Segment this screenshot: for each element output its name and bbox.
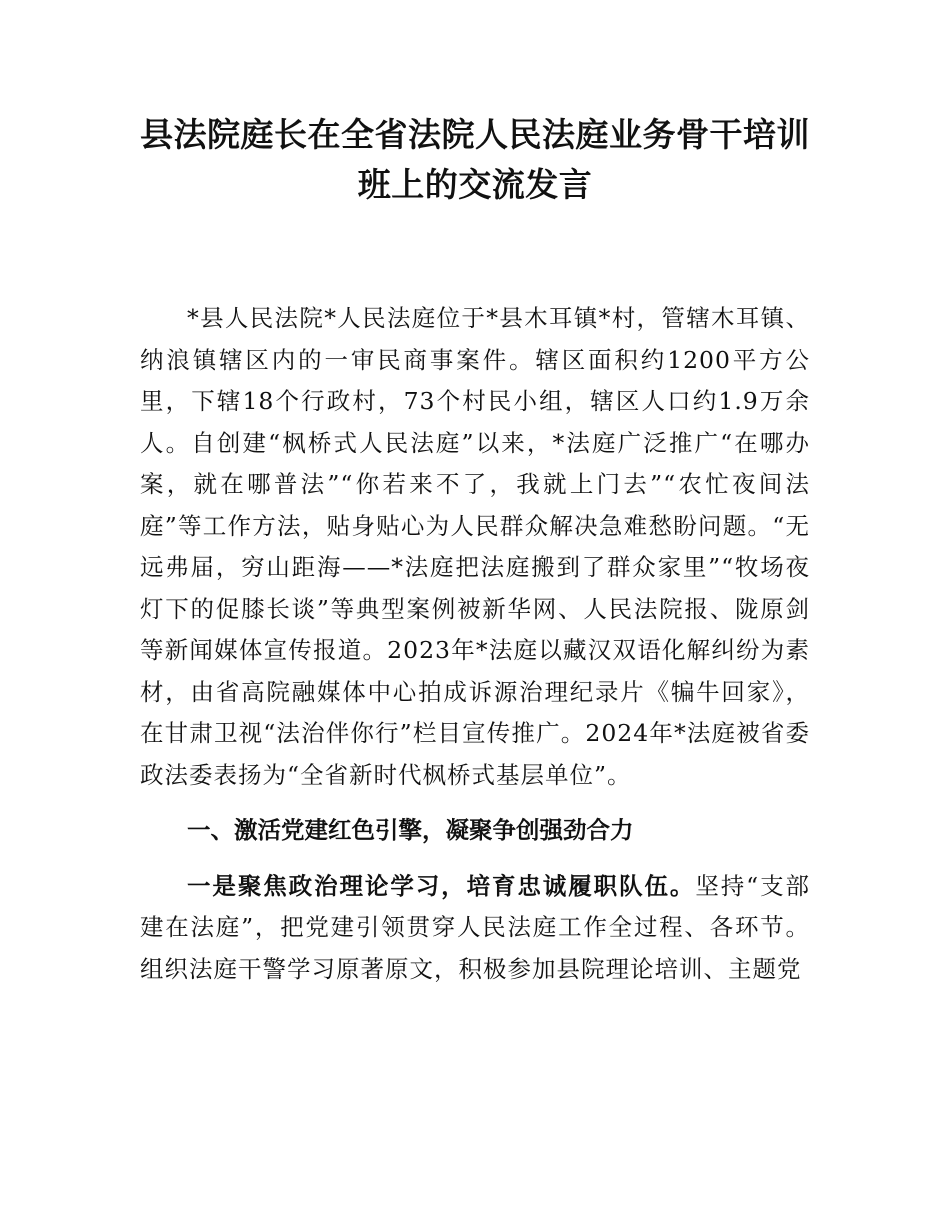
item-lead-text: 一是聚焦政治理论学习，培育忠诚履职队伍。 xyxy=(187,871,696,900)
item-body-text: 坚持“支部建在法庭”，把党建引领贯穿人民法庭工作全过程、各环节。组织法庭干警学习原著原文，积极参加县院理论培训、主题党 xyxy=(140,871,811,983)
section-item-paragraph xyxy=(140,866,810,991)
document-body xyxy=(140,298,810,990)
document-title: 县法院庭长在全省法院人民法庭业务骨干培训班上的交流发言 xyxy=(140,115,810,204)
intro-paragraph: *县人民法院*人民法庭位于*县木耳镇*村，管辖木耳镇、纳浪镇辖区内的一审民商事案件。辖区面积约1200平方公里，下辖18个行政村，73个村民小组，辖区人口约1.9万余人。自创建“枫桥式人民法庭”以来，*法庭广泛推广“在哪办案，就在哪普法”“你若来不了，我就上门去”“农忙夜间法庭”等工作方法，贴身贴心为人民群众解决急难愁盼问题。“无远弗届，穷山距海——*法庭把法庭搬到了群众家里”“牧场夜灯下的促膝长谈”等典型案例被新华网、人民法院报、陇原剑等新闻媒体宣传报道。2023年*法庭以藏汉双语化解纠纷为素材，由省高院融媒体中心拍成诉源治理纪录片《犏牛回家》，在甘肃卫视“法治伴你行”栏目宣传推广。2024年*法庭被省委政法委表扬为“全省新时代枫桥式基层单位”。 xyxy=(140,304,810,789)
section-heading: 一、激活党建红色引擎，凝聚争创强劲合力 xyxy=(187,816,634,844)
